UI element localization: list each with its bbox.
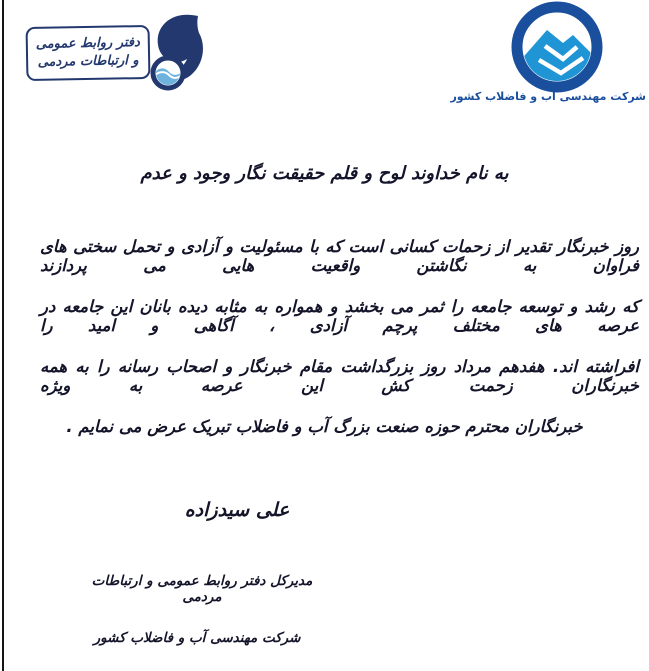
body-line-4: خبرنگاران محترم حوزه صنعت بزرگ آب و فاضلاب تبریک عرض می نمایم . [66,417,583,436]
signer-title: مدیرکل دفتر روابط عمومی و ارتباطات مردمی [91,573,313,605]
body-line-2: که رشد و توسعه جامعه را ثمر می بخشد و همواره به مثابه دیده بانان این جامعه در عرصه های مختلف پرچم آزادی ، آگاهی و امید را [40,297,639,335]
signature-name: علی سیدزاده [184,499,290,521]
droplet-swoosh-icon [132,12,210,94]
signer-organization: شرکت مهندسی آب و فاضلاب کشور [93,630,301,646]
body-line-3: افراشته اند. هفدهم مرداد روز بزرگداشت مقام خبرنگار و اصحاب رسانه را به همه خبرنگاران زحمت کش این عرصه به ویژه [40,357,639,395]
body-line-1: روز خبرنگار تقدیر از زحمات کسانی است که با مسئولیت و آزادی و تحمل سختی های فراوان به نگاشتن واقعیت هایی می پردازند [40,237,639,275]
public-relations-logo [22,12,197,90]
public-relations-logo-text-line1: دفتر روابط عمومی [35,34,140,52]
public-relations-logo-text-line2: و ارتباطات مردمی [37,53,139,70]
scan-edge-line [2,0,4,671]
water-company-logo-caption: شرکت مهندسی آب و فاضلاب کشور [450,90,646,103]
bismillah-heading: به نام خداوند لوح و قلم حقیقت نگار وجود و عدم [140,163,509,184]
